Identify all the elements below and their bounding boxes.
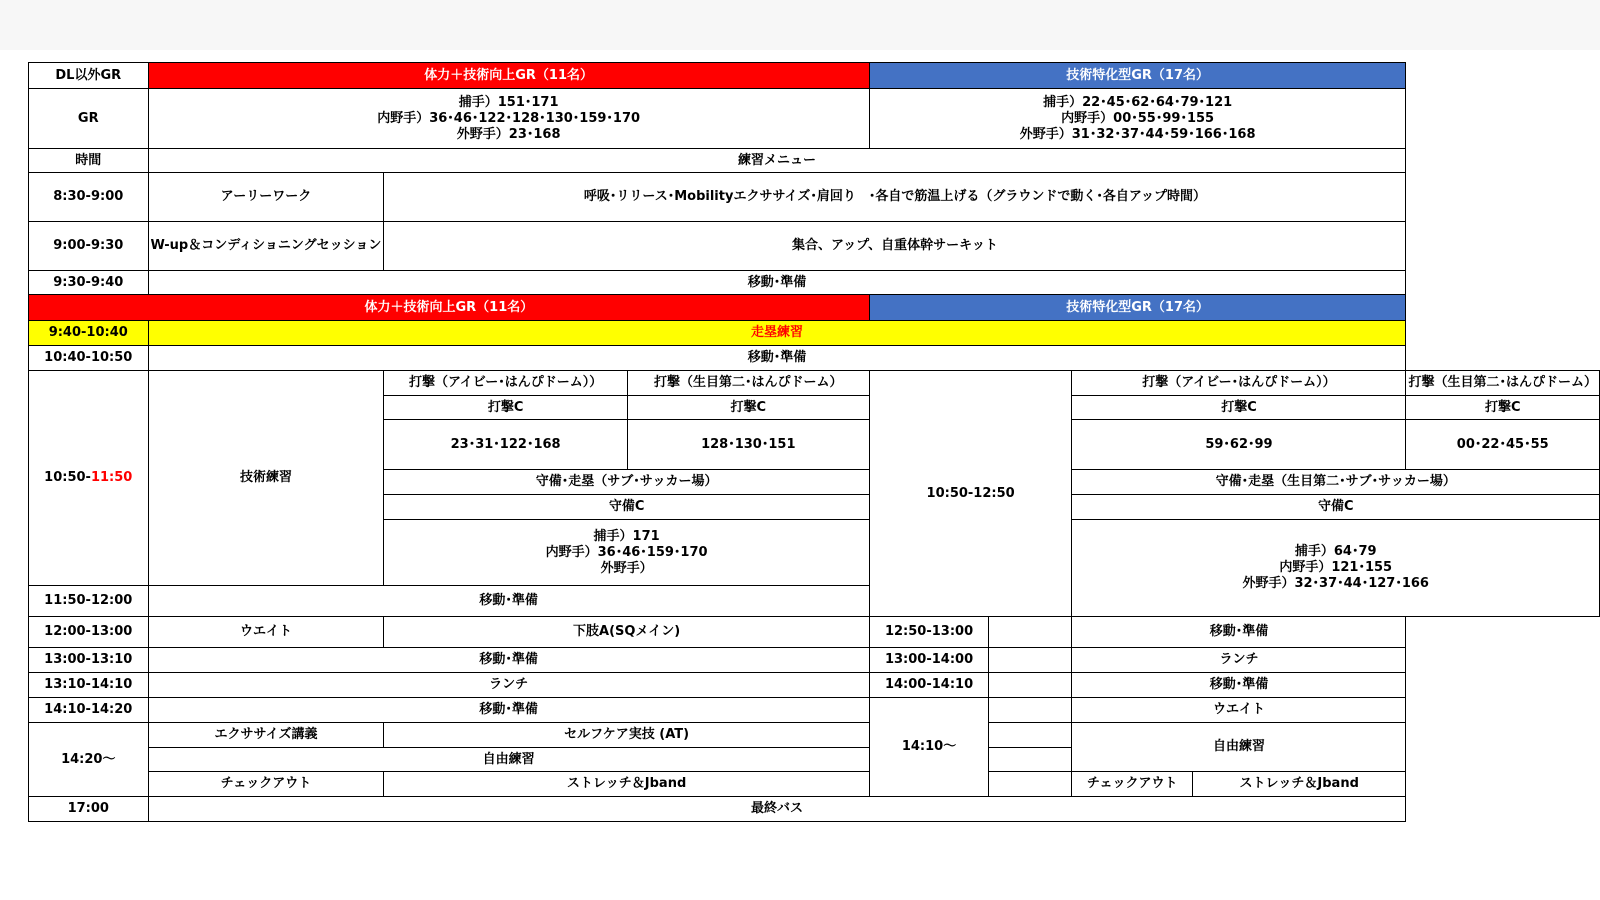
a-def-line: 内野手）36･46･159･170 bbox=[545, 544, 708, 560]
b-1250-blank bbox=[989, 617, 1072, 648]
gr-b-line: 捕手）22･45･62･64･79･121 bbox=[1043, 94, 1233, 110]
schedule-table bbox=[28, 62, 1600, 822]
move2-row bbox=[29, 346, 1600, 371]
check-content: ストレッチ＆Jband bbox=[384, 772, 869, 797]
a-bat1-coach: 打撃C bbox=[384, 396, 627, 420]
gr-a-line: 内野手）36･46･122･128･130･159･170 bbox=[377, 110, 641, 126]
b-1400-content: 移動･準備 bbox=[1072, 673, 1406, 698]
r1300-row bbox=[29, 648, 1600, 673]
a-bat1-players: 23･31･122･168 bbox=[384, 420, 627, 470]
tech-label: 技術練習 bbox=[148, 371, 384, 586]
header-dl-label: DL以外GR bbox=[29, 63, 149, 89]
gr-group-a-players bbox=[148, 89, 869, 149]
final-time: 17:00 bbox=[29, 797, 149, 822]
tech-time bbox=[29, 371, 149, 586]
b-bat1-players: 59･62･99 bbox=[1072, 420, 1406, 470]
header-group-a: 体力＋技術向上GR（11名） bbox=[148, 63, 869, 89]
move3-content: 移動･準備 bbox=[148, 586, 869, 617]
a-def-line: 捕手）171 bbox=[593, 528, 660, 544]
header-group-b: 技術特化型GR（17名） bbox=[869, 63, 1406, 89]
b-1300-blank bbox=[989, 648, 1072, 673]
group-b-banner: 技術特化型GR（17名） bbox=[869, 295, 1406, 321]
gr-a-line: 捕手）151･171 bbox=[458, 94, 559, 110]
b-weight: ウエイト bbox=[1072, 698, 1406, 723]
tech-row-1 bbox=[29, 371, 1600, 396]
r1310-content: ランチ bbox=[148, 673, 869, 698]
a-def-line: 外野手） bbox=[600, 560, 653, 576]
final-content: 最終バス bbox=[148, 797, 1406, 822]
weight-time: 12:00-13:00 bbox=[29, 617, 149, 648]
tech-time-suffix: 11:50 bbox=[90, 470, 133, 485]
final-row bbox=[29, 797, 1600, 822]
b-check-label: チェックアウト bbox=[1072, 772, 1193, 797]
gr-row bbox=[29, 89, 1600, 149]
b-def-title: 守備･走塁（生目第二･サブ･サッカー場） bbox=[1072, 470, 1600, 495]
run-row bbox=[29, 321, 1600, 346]
b-check-content: ストレッチ＆Jband bbox=[1192, 772, 1406, 797]
a-bat2-title: 打撃（生目第二･はんぴドーム） bbox=[627, 371, 869, 396]
b-bat2-coach: 打撃C bbox=[1406, 396, 1600, 420]
wup-content: 集合、アップ、自重体幹サーキット bbox=[384, 222, 1406, 271]
group-a-banner: 体力＋技術向上GR（11名） bbox=[29, 295, 870, 321]
r1410-row bbox=[29, 698, 1600, 723]
b-def-line: 内野手）121･155 bbox=[1279, 560, 1393, 575]
b-1400-blank bbox=[989, 673, 1072, 698]
a-def-coach: 守備C bbox=[384, 495, 869, 520]
run-content: 走塁練習 bbox=[148, 321, 1406, 346]
move3-time: 11:50-12:00 bbox=[29, 586, 149, 617]
weight-content: 下肢A(SQメイン) bbox=[384, 617, 869, 648]
b-1300-content: ランチ bbox=[1072, 648, 1406, 673]
weight-label: ウエイト bbox=[148, 617, 384, 648]
a-def-players bbox=[384, 520, 869, 586]
time-header: 時間 bbox=[29, 149, 149, 173]
top-band bbox=[0, 0, 1600, 50]
r1420-row-1 bbox=[29, 723, 1600, 748]
menu-header-row bbox=[29, 149, 1600, 173]
b-1300-time: 13:00-14:00 bbox=[869, 648, 989, 673]
a-bat2-coach: 打撃C bbox=[627, 396, 869, 420]
wup-label: W-up＆コンディショニングセッション bbox=[148, 222, 384, 271]
b-bat1-coach: 打撃C bbox=[1072, 396, 1406, 420]
b-def-coach: 守備C bbox=[1072, 495, 1600, 520]
r1420-time: 14:20～ bbox=[29, 723, 149, 797]
move1-time: 9:30-9:40 bbox=[29, 271, 149, 295]
a-def-title: 守備･走塁（サブ･サッカー場） bbox=[384, 470, 869, 495]
b-bat1-title: 打撃（アイビー･はんぴドーム）） bbox=[1072, 371, 1406, 396]
r1300-content: 移動･準備 bbox=[148, 648, 869, 673]
b-bat2-players: 00･22･45･55 bbox=[1406, 420, 1600, 470]
wup-time: 9:00-9:30 bbox=[29, 222, 149, 271]
b-1420-blank-1 bbox=[989, 723, 1072, 748]
move2-time-text: 10:40-10:50 bbox=[44, 350, 133, 365]
b-1410-time: 14:10～ bbox=[869, 698, 989, 797]
free-practice: 自由練習 bbox=[148, 748, 869, 772]
weight-row bbox=[29, 617, 1600, 648]
b-1420-blank-2 bbox=[989, 748, 1072, 772]
ex-label: エクササイズ講義 bbox=[148, 723, 384, 748]
check-label: チェックアウト bbox=[148, 772, 384, 797]
b-1250-content: 移動･準備 bbox=[1072, 617, 1406, 648]
gr-b-line: 外野手）31･32･37･44･59･166･168 bbox=[1019, 126, 1256, 142]
a-bat1-title: 打撃（アイビー･はんぴドーム）） bbox=[384, 371, 627, 396]
gr-label: GR bbox=[29, 89, 149, 149]
r1310-row bbox=[29, 673, 1600, 698]
b-def-line: 捕手）64･79 bbox=[1294, 544, 1377, 559]
gr-group-b-players bbox=[869, 89, 1406, 149]
move1-content: 移動･準備 bbox=[148, 271, 1406, 295]
b-1410-blank bbox=[989, 698, 1072, 723]
b-tech-time: 10:50-12:50 bbox=[869, 371, 1072, 617]
early-row bbox=[29, 173, 1600, 222]
gr-a-line: 外野手）23･168 bbox=[456, 126, 561, 142]
wup-row bbox=[29, 222, 1600, 271]
b-1400-time: 14:00-14:10 bbox=[869, 673, 989, 698]
menu-header: 練習メニュー bbox=[148, 149, 1406, 173]
r1300-time: 13:00-13:10 bbox=[29, 648, 149, 673]
ex-content: セルフケア実技 (AT) bbox=[384, 723, 869, 748]
r1410-content: 移動･準備 bbox=[148, 698, 869, 723]
move1-row bbox=[29, 271, 1600, 295]
b-def-line: 外野手）32･37･44･127･166 bbox=[1242, 576, 1429, 591]
run-time: 9:40-10:40 bbox=[29, 321, 149, 346]
move2-content: 移動･準備 bbox=[148, 346, 1406, 371]
early-label: アーリーワーク bbox=[148, 173, 384, 222]
tech-time-prefix: 10:50- bbox=[44, 470, 91, 485]
b-free: 自由練習 bbox=[1072, 723, 1406, 772]
b-bat2-title: 打撃（生目第二･はんぴドーム） bbox=[1406, 371, 1600, 396]
gr-b-line: 内野手）00･55･99･155 bbox=[1061, 110, 1215, 126]
header-row bbox=[29, 63, 1600, 89]
move2-time bbox=[29, 346, 149, 371]
r1420-row-3 bbox=[29, 772, 1600, 797]
r1310-time: 13:10-14:10 bbox=[29, 673, 149, 698]
r1410-time: 14:10-14:20 bbox=[29, 698, 149, 723]
b-check-blank bbox=[989, 772, 1072, 797]
a-bat2-players: 128･130･151 bbox=[627, 420, 869, 470]
b-def-players bbox=[1072, 520, 1600, 617]
b-1250-time: 12:50-13:00 bbox=[869, 617, 989, 648]
early-time: 8:30-9:00 bbox=[29, 173, 149, 222]
early-content: 呼吸･リリース･Mobilityエクササイズ･肩回り ･各自で筋温上げる（グラウンドで動く･各自アップ時間） bbox=[384, 173, 1406, 222]
groups2-row bbox=[29, 295, 1600, 321]
